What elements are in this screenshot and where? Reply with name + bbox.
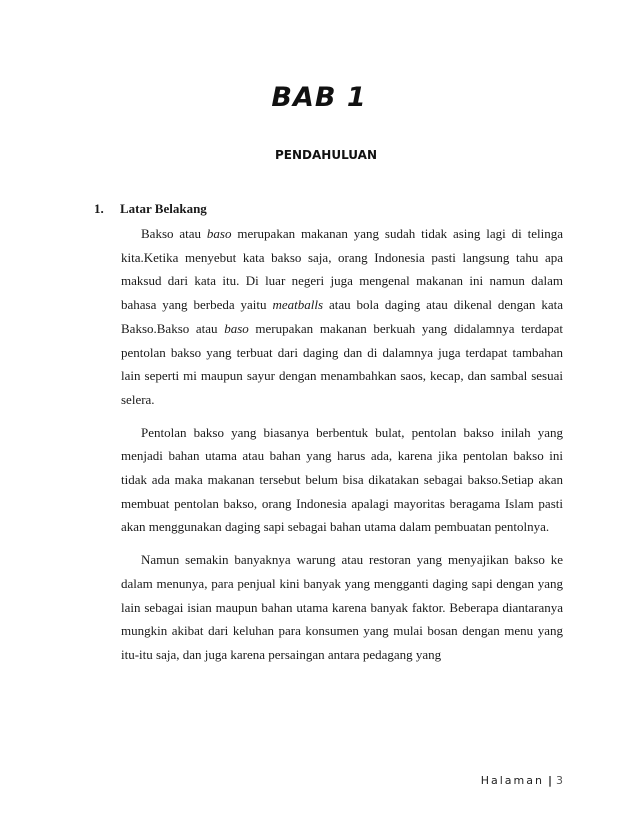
italic-term: baso [224, 320, 249, 336]
paragraph [121, 421, 563, 540]
section-number: 1. [94, 201, 104, 216]
page-footer [481, 774, 563, 787]
paragraph-text: Namun semakin banyaknya warung atau restoran yang menyajikan bakso ke dalam menunya, para penjual kini banyak yang mengganti daging sapi dengan yang lain sebagai isian maupun bahan utama karena banyak faktor. Beberapa diantaranya mungkin akibat dari keluhan para konsumen yang mulai bosan dengan menu yang itu-itu saja, dan juga karena persaingan antara pedagang yang [121, 552, 563, 662]
chapter-subtitle: PENDAHULUAN [275, 148, 377, 162]
footer-label: Halaman [480, 774, 544, 787]
footer-separator: | [547, 774, 552, 787]
paragraph-text: merupakan makanan yang sudah tidak asing lagi di telinga kita.Ketika menyebut kata bakso saja, orang Indonesia pasti langsung tahu apa maksud dari kata itu. Di luar negeri juga mengenal makanan ini namun dalam bahasa yang berbeda yaitu [121, 226, 564, 313]
body-text [121, 222, 563, 676]
paragraph-text: merupakan makanan berkuah yang didalamnya terdapat pentolan bakso yang terbuat dari daging dan di dalamnya juga terdapat tambahan lain seperti mi maupun sayur dengan menambahkan saos, kecap, dan sambal sesuai selera. [121, 320, 563, 407]
paragraph [121, 548, 563, 667]
section-heading [94, 201, 207, 217]
paragraph [121, 222, 563, 412]
chapter-title: BAB 1 [271, 82, 367, 113]
italic-term: meatballs [272, 297, 324, 313]
paragraph-text: atau bola daging atau dikenal dengan kata Bakso.Bakso atau [121, 297, 563, 336]
paragraph-text: Bakso atau [141, 226, 207, 241]
italic-term: baso [206, 226, 232, 241]
page-number: 3 [556, 774, 563, 787]
section-title: Latar Belakang [120, 201, 207, 216]
paragraph-text: Pentolan bakso yang biasanya berbentuk bulat, pentolan bakso inilah yang menjadi bahan utama atau bahan yang harus ada, karena jika pentolan bakso ini tidak ada maka makanan tersebut belum bisa dikatakan sebagai bakso.Setiap akan membuat pentolan bakso, orang Indonesia apalagi mayoritas beragama Islam pasti akan menggunakan daging sapi sebagai bahan utama dalam pembuatan pentolnya. [121, 424, 563, 535]
